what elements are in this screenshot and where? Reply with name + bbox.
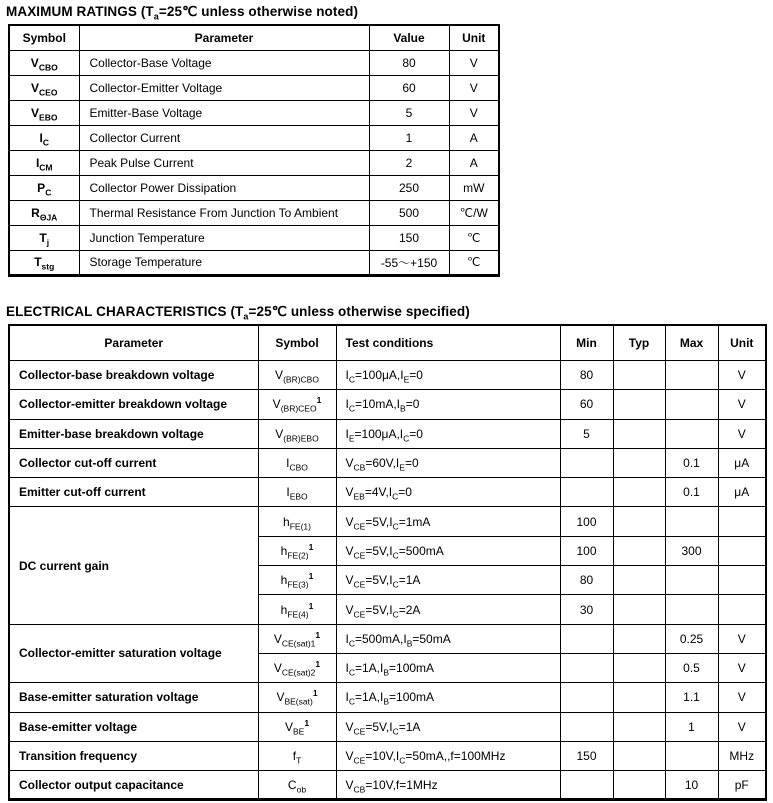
unit-cell [718, 595, 766, 624]
unit-cell: V [718, 390, 766, 419]
table-row [9, 50, 499, 75]
electrical-table [8, 324, 767, 802]
parameter-cell: Storage Temperature [79, 250, 369, 275]
symbol-cell: $V_{(BR)CEO}^1$ [258, 390, 336, 419]
value-cell: 150 [369, 225, 449, 250]
symbol-cell: $V_{CBO}$ [9, 50, 79, 75]
min-cell [560, 683, 613, 712]
conditions-cell: $V_{CE}=5V,I_C=500mA$ [336, 536, 560, 565]
symbol-cell: $T_j$ [9, 225, 79, 250]
min-cell [560, 624, 613, 653]
min-cell: 100 [560, 536, 613, 565]
max-cell: 300 [665, 536, 718, 565]
typ-cell [613, 771, 665, 800]
max-cell [665, 419, 718, 448]
conditions-cell: $V_{CE}=5V,I_C=1A$ [336, 566, 560, 595]
typ-cell [613, 419, 665, 448]
table-row [9, 683, 766, 712]
symbol-cell: $V_{BE}^1$ [258, 712, 336, 741]
max-cell [665, 566, 718, 595]
table-row [9, 225, 499, 250]
unit-cell: V [718, 624, 766, 653]
table-row [9, 100, 499, 125]
typ-cell [613, 683, 665, 712]
max-ratings-title: MAXIMUM RATINGS ($T_a=25℃$ unless otherwise noted) [6, 4, 359, 22]
min-cell: 100 [560, 507, 613, 536]
header-row [9, 25, 499, 50]
symbol-cell: $V_{(BR)CBO}$ [258, 361, 336, 390]
parameter-cell: Base-emitter voltage [9, 712, 258, 741]
symbol-cell: $h_{FE(4)}^1$ [258, 595, 336, 624]
unit-cell: ℃ [449, 250, 499, 275]
value-cell: 500 [369, 200, 449, 225]
header-row [9, 325, 766, 361]
value-cell: -55～+150 [369, 250, 449, 275]
symbol-cell: $f_T$ [258, 741, 336, 770]
symbol-cell: $P_C$ [9, 175, 79, 200]
typ-cell [613, 712, 665, 741]
unit-cell: pF [718, 771, 766, 800]
column-header-parameter: Parameter [79, 25, 369, 50]
column-header-unit: Unit [449, 25, 499, 50]
column-header-symbol: Symbol [258, 325, 336, 361]
max-cell [665, 595, 718, 624]
min-cell: 150 [560, 741, 613, 770]
parameter-cell: Emitter-base breakdown voltage [9, 419, 258, 448]
typ-cell [613, 448, 665, 477]
typ-cell [613, 653, 665, 682]
unit-cell: A [449, 150, 499, 175]
unit-cell: V [718, 683, 766, 712]
symbol-cell: $I_{CM}$ [9, 150, 79, 175]
max-cell [665, 390, 718, 419]
typ-cell [613, 507, 665, 536]
unit-cell: V [718, 653, 766, 682]
min-cell: 30 [560, 595, 613, 624]
conditions-cell: $V_{CE}=5V,I_C=1mA$ [336, 507, 560, 536]
table-row [9, 741, 766, 770]
min-cell [560, 478, 613, 507]
table-row [9, 478, 766, 507]
unit-cell: μA [718, 478, 766, 507]
column-header-min: Min [560, 325, 613, 361]
min-cell: 60 [560, 390, 613, 419]
symbol-cell: $V_{CEO}$ [9, 75, 79, 100]
unit-cell: V [449, 75, 499, 100]
unit-cell: mW [449, 175, 499, 200]
unit-cell: V [718, 419, 766, 448]
value-cell: 60 [369, 75, 449, 100]
conditions-cell: $V_{CE}=10V,I_C=50mA,,f=100MHz$ [336, 741, 560, 770]
min-cell [560, 771, 613, 800]
typ-cell [613, 741, 665, 770]
unit-cell [718, 566, 766, 595]
column-header-typ: Typ [613, 325, 665, 361]
table-row [9, 125, 499, 150]
max-cell: 0.5 [665, 653, 718, 682]
conditions-cell: $I_C=100\mu A,I_E=0$ [336, 361, 560, 390]
symbol-cell: $R_{\Theta JA}$ [9, 200, 79, 225]
parameter-cell: Base-emitter saturation voltage [9, 683, 258, 712]
column-header-parameter: Parameter [9, 325, 258, 361]
parameter-cell: Thermal Resistance From Junction To Ambient [79, 200, 369, 225]
symbol-cell: $V_{EBO}$ [9, 100, 79, 125]
symbol-cell: $I_{EBO}$ [258, 478, 336, 507]
unit-cell: V [718, 361, 766, 390]
column-header-max: Max [665, 325, 718, 361]
table-row [9, 361, 766, 390]
parameter-cell: Emitter-Base Voltage [79, 100, 369, 125]
symbol-cell: $h_{FE(2)}^1$ [258, 536, 336, 565]
unit-cell: A [449, 125, 499, 150]
parameter-cell: Transition frequency [9, 741, 258, 770]
column-header-unit: Unit [718, 325, 766, 361]
table-row [9, 712, 766, 741]
column-header-symbol: Symbol [9, 25, 79, 50]
table-row [9, 624, 766, 653]
symbol-cell: $V_{(BR)EBO}$ [258, 419, 336, 448]
conditions-cell: $I_E=100\mu A,I_C=0$ [336, 419, 560, 448]
symbol-cell: $V_{CE(sat)1}^1$ [258, 624, 336, 653]
symbol-cell: $I_{CBO}$ [258, 448, 336, 477]
table-row [9, 75, 499, 100]
conditions-cell: $V_{CE}=5V,I_C=2A$ [336, 595, 560, 624]
max-cell [665, 361, 718, 390]
max-cell: 0.1 [665, 478, 718, 507]
max-ratings-table [8, 24, 500, 277]
unit-cell: μA [718, 448, 766, 477]
typ-cell [613, 361, 665, 390]
parameter-cell: DC current gain [9, 507, 258, 624]
value-cell: 250 [369, 175, 449, 200]
electrical-title: ELECTRICAL CHARACTERISTICS ($T_a=25℃$ unless otherwise specified) [6, 303, 470, 322]
conditions-cell: $V_{EB}=4V,I_C=0$ [336, 478, 560, 507]
unit-cell: MHz [718, 741, 766, 770]
max-cell [665, 741, 718, 770]
electrical-section [0, 304, 773, 802]
min-cell: 5 [560, 419, 613, 448]
symbol-cell: $V_{CE(sat)2}^1$ [258, 653, 336, 682]
parameter-cell: Collector-Emitter Voltage [79, 75, 369, 100]
typ-cell [613, 566, 665, 595]
parameter-cell: Collector cut-off current [9, 448, 258, 477]
parameter-cell: Collector-Base Voltage [79, 50, 369, 75]
value-cell: 2 [369, 150, 449, 175]
typ-cell [613, 536, 665, 565]
parameter-cell: Collector-emitter breakdown voltage [9, 390, 258, 419]
parameter-cell: Collector Current [79, 125, 369, 150]
table-row [9, 419, 766, 448]
max-cell: 1.1 [665, 683, 718, 712]
symbol-cell: $I_C$ [9, 125, 79, 150]
max-cell: 1 [665, 712, 718, 741]
max-cell: 0.1 [665, 448, 718, 477]
symbol-cell: $h_{FE(1)}$ [258, 507, 336, 536]
unit-cell: V [718, 712, 766, 741]
value-cell: 1 [369, 125, 449, 150]
unit-cell: V [449, 50, 499, 75]
table-row [9, 390, 766, 419]
conditions-cell: $V_{CE}=5V,I_C=1A$ [336, 712, 560, 741]
parameter-cell: Collector-base breakdown voltage [9, 361, 258, 390]
max-cell: 0.25 [665, 624, 718, 653]
parameter-cell: Junction Temperature [79, 225, 369, 250]
table-row [9, 175, 499, 200]
parameter-cell: Emitter cut-off current [9, 478, 258, 507]
symbol-cell: $T_{stg}$ [9, 250, 79, 275]
conditions-cell: $V_{CB}=60V,I_E=0$ [336, 448, 560, 477]
unit-cell [718, 536, 766, 565]
typ-cell [613, 624, 665, 653]
table-row [9, 150, 499, 175]
conditions-cell: $I_C=10mA,I_B=0$ [336, 390, 560, 419]
value-cell: 5 [369, 100, 449, 125]
max-cell [665, 507, 718, 536]
symbol-cell: $V_{BE(sat)}^1$ [258, 683, 336, 712]
unit-cell: ℃ [449, 225, 499, 250]
conditions-cell: $I_C=1A,I_B=100mA$ [336, 683, 560, 712]
min-cell [560, 448, 613, 477]
unit-cell: V [449, 100, 499, 125]
typ-cell [613, 478, 665, 507]
min-cell: 80 [560, 566, 613, 595]
typ-cell [613, 595, 665, 624]
conditions-cell: $I_C=500mA,I_B=50mA$ [336, 624, 560, 653]
conditions-cell: $V_{CB}=10V,f=1MHz$ [336, 771, 560, 800]
unit-cell [718, 507, 766, 536]
unit-cell: ℃/W [449, 200, 499, 225]
symbol-cell: $C_{ob}$ [258, 771, 336, 800]
min-cell: 80 [560, 361, 613, 390]
table-row [9, 448, 766, 477]
symbol-cell: $h_{FE(3)}^1$ [258, 566, 336, 595]
parameter-cell: Collector-emitter saturation voltage [9, 624, 258, 683]
column-header-conditions: Test conditions [336, 325, 560, 361]
min-cell [560, 653, 613, 682]
parameter-cell: Collector Power Dissipation [79, 175, 369, 200]
parameter-cell: Collector output capacitance [9, 771, 258, 800]
table-row [9, 771, 766, 800]
parameter-cell: Peak Pulse Current [79, 150, 369, 175]
value-cell: 80 [369, 50, 449, 75]
table-row [9, 200, 499, 225]
table-row [9, 507, 766, 536]
table-row [9, 250, 499, 275]
column-header-value: Value [369, 25, 449, 50]
min-cell [560, 712, 613, 741]
typ-cell [613, 390, 665, 419]
conditions-cell: $I_C=1A,I_B=100mA$ [336, 653, 560, 682]
max-cell: 10 [665, 771, 718, 800]
